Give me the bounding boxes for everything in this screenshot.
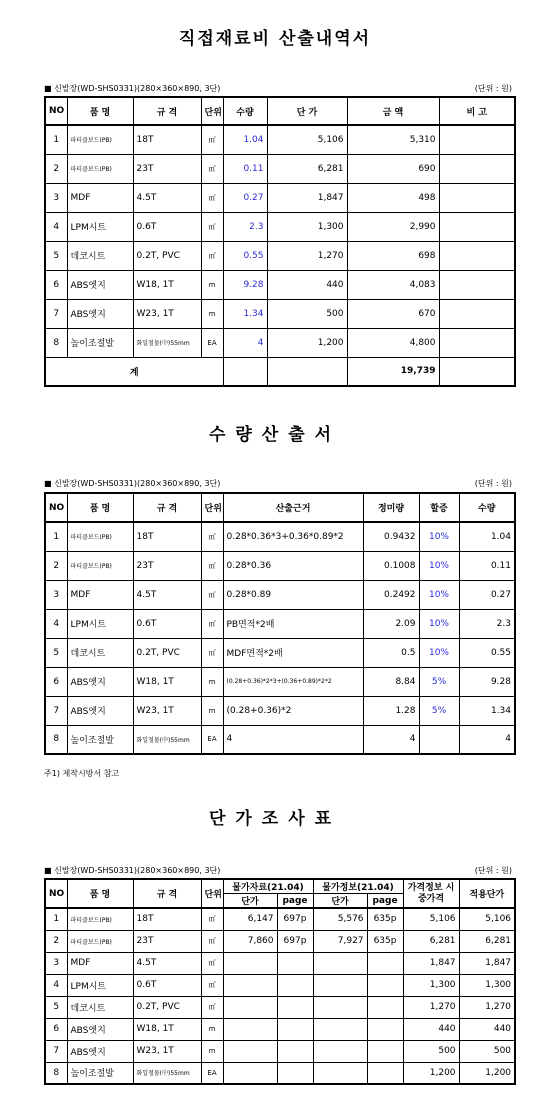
row-price: 6,281 — [267, 154, 347, 183]
row-note — [439, 154, 515, 183]
row-unit: ㎡ — [201, 609, 223, 638]
table-row — [45, 974, 515, 996]
row-applied-price: 1,270 — [459, 996, 515, 1018]
row-spec: 4.5T — [133, 183, 201, 212]
col-amount: 금 액 — [347, 97, 439, 125]
col-extra: 할증 — [419, 493, 459, 522]
material-cost-body — [45, 125, 515, 357]
row-basis: (0.28+0.36)*2 — [223, 696, 363, 725]
row-market-price: 5,106 — [403, 908, 459, 930]
section3-unit: (단위 : 원) — [474, 866, 512, 875]
row-net: 4 — [363, 725, 419, 754]
survey-header-row-1 — [45, 879, 515, 894]
row-applied-price: 6,281 — [459, 930, 515, 952]
row-spec: 18T — [133, 908, 201, 930]
row-qty: 9.28 — [223, 270, 267, 299]
row-net: 0.2492 — [363, 580, 419, 609]
row-amount: 670 — [347, 299, 439, 328]
col-spec: 규 격 — [133, 97, 201, 125]
row-unit: ㎡ — [201, 212, 223, 241]
row-note — [439, 183, 515, 212]
col-price: 단 가 — [267, 97, 347, 125]
col-source-2-page: page — [367, 894, 403, 909]
col-spec: 규 격 — [133, 879, 201, 908]
row-extra: 5% — [419, 667, 459, 696]
row-spec: W23, 1T — [133, 299, 201, 328]
row-no: 2 — [45, 930, 67, 952]
table-row — [45, 667, 515, 696]
row-source-2-page — [367, 974, 403, 996]
row-qty: 0.27 — [459, 580, 515, 609]
row-market-price: 1,270 — [403, 996, 459, 1018]
table-row — [45, 725, 515, 754]
row-no: 6 — [45, 1018, 67, 1040]
row-applied-price: 5,106 — [459, 908, 515, 930]
col-spec: 규 격 — [133, 493, 201, 522]
row-amount: 698 — [347, 241, 439, 270]
row-qty: 1.04 — [459, 522, 515, 551]
table-row — [45, 299, 515, 328]
row-source-1-page — [277, 974, 313, 996]
row-source-1-price — [223, 952, 277, 974]
table-row — [45, 908, 515, 930]
row-name: 높이조절발 — [67, 725, 133, 754]
row-qty: 1.34 — [459, 696, 515, 725]
row-source-2-page: 635p — [367, 908, 403, 930]
table-row — [45, 996, 515, 1018]
section2-unit: (단위 : 원) — [474, 479, 512, 488]
row-unit: ㎡ — [201, 638, 223, 667]
row-name: 높이조절발 — [67, 1062, 133, 1084]
col-no: NO — [45, 879, 67, 908]
row-source-2-price — [313, 1062, 367, 1084]
material-cost-table — [44, 96, 516, 387]
row-net: 0.5 — [363, 638, 419, 667]
table-row — [45, 551, 515, 580]
row-no: 5 — [45, 241, 67, 270]
quantity-calc-body — [45, 522, 515, 754]
col-name: 품 명 — [67, 493, 133, 522]
row-no: 8 — [45, 328, 67, 357]
table-row — [45, 328, 515, 357]
section1-meta — [44, 83, 514, 95]
row-qty: 0.55 — [223, 241, 267, 270]
row-basis: 4 — [223, 725, 363, 754]
row-source-1-price — [223, 996, 277, 1018]
row-applied-price: 1,200 — [459, 1062, 515, 1084]
row-applied-price: 1,847 — [459, 952, 515, 974]
row-net: 1.28 — [363, 696, 419, 725]
col-unit: 단위 — [201, 493, 223, 522]
row-name: 파티클보드(PB) — [67, 908, 133, 930]
row-source-1-page — [277, 996, 313, 1018]
row-unit: ㎡ — [201, 996, 223, 1018]
col-name: 품 명 — [67, 97, 133, 125]
row-spec: W18, 1T — [133, 667, 201, 696]
row-extra: 5% — [419, 696, 459, 725]
col-no: NO — [45, 97, 67, 125]
row-unit: ㎡ — [201, 154, 223, 183]
row-name: MDF — [67, 952, 133, 974]
row-source-2-page — [367, 952, 403, 974]
row-price: 500 — [267, 299, 347, 328]
row-qty: 1.34 — [223, 299, 267, 328]
row-name: ABS엣지 — [67, 696, 133, 725]
row-source-2-price: 7,927 — [313, 930, 367, 952]
table-row — [45, 1018, 515, 1040]
row-qty: 1.04 — [223, 125, 267, 154]
row-extra: 10% — [419, 580, 459, 609]
row-price: 5,106 — [267, 125, 347, 154]
col-no: NO — [45, 493, 67, 522]
row-source-2-price — [313, 974, 367, 996]
section3-meta — [44, 865, 514, 877]
row-source-1-page — [277, 1018, 313, 1040]
col-qty: 수량 — [459, 493, 515, 522]
row-note — [439, 125, 515, 154]
row-spec: 0.6T — [133, 974, 201, 996]
row-source-2-price — [313, 996, 367, 1018]
row-qty: 0.55 — [459, 638, 515, 667]
row-spec: 0.2T, PVC — [133, 241, 201, 270]
row-source-1-price — [223, 974, 277, 996]
row-extra — [419, 725, 459, 754]
row-basis: 0.28*0.36 — [223, 551, 363, 580]
row-spec: 4.5T — [133, 952, 201, 974]
row-unit: ㎡ — [201, 908, 223, 930]
row-unit: m — [201, 1040, 223, 1062]
row-spec: 0.6T — [133, 212, 201, 241]
row-basis: MDF면적*2배 — [223, 638, 363, 667]
quantity-calc-table — [44, 492, 516, 755]
row-qty: 0.11 — [223, 154, 267, 183]
row-price: 1,300 — [267, 212, 347, 241]
row-applied-price: 500 — [459, 1040, 515, 1062]
col-qty: 수량 — [223, 97, 267, 125]
material-cost-total-row — [45, 357, 515, 386]
row-spec: 23T — [133, 551, 201, 580]
table-row — [45, 952, 515, 974]
row-name: LPM시트 — [67, 974, 133, 996]
row-spec: 4.5T — [133, 580, 201, 609]
row-no: 4 — [45, 974, 67, 996]
row-source-2-page — [367, 1018, 403, 1040]
row-name: LPM시트 — [67, 609, 133, 638]
row-name: LPM시트 — [67, 212, 133, 241]
row-note — [439, 241, 515, 270]
row-market-price: 1,847 — [403, 952, 459, 974]
row-no: 7 — [45, 696, 67, 725]
row-spec: 화일철물(中)55mm — [133, 1062, 201, 1084]
row-spec: 0.6T — [133, 609, 201, 638]
row-name: 파티클보드(PB) — [67, 551, 133, 580]
section1-unit: (단위 : 원) — [474, 84, 512, 93]
row-net: 0.1008 — [363, 551, 419, 580]
row-qty: 4 — [459, 725, 515, 754]
row-name: 데코시트 — [67, 996, 133, 1018]
col-unit: 단위 — [201, 97, 223, 125]
row-source-1-price: 6,147 — [223, 908, 277, 930]
row-qty: 9.28 — [459, 667, 515, 696]
row-spec: 0.2T, PVC — [133, 638, 201, 667]
col-source-1-price: 단가 — [223, 894, 277, 909]
col-source-1: 물가자료(21.04) — [223, 879, 313, 894]
row-basis: PB면적*2배 — [223, 609, 363, 638]
row-unit: ㎡ — [201, 241, 223, 270]
row-source-1-page — [277, 952, 313, 974]
row-unit: ㎡ — [201, 125, 223, 154]
col-source-2-price: 단가 — [313, 894, 367, 909]
row-unit: ㎡ — [201, 580, 223, 609]
row-unit: EA — [201, 725, 223, 754]
table-row — [45, 609, 515, 638]
table-row — [45, 270, 515, 299]
row-name: 높이조절발 — [67, 328, 133, 357]
row-applied-price: 1,300 — [459, 974, 515, 996]
table-row — [45, 522, 515, 551]
row-name: 파티클보드(PB) — [67, 125, 133, 154]
section1-title: 직접재료비 산출내역서 — [178, 29, 372, 49]
row-no: 3 — [45, 183, 67, 212]
row-name: 파티클보드(PB) — [67, 154, 133, 183]
row-no: 1 — [45, 522, 67, 551]
row-unit: ㎡ — [201, 930, 223, 952]
row-unit: ㎡ — [201, 522, 223, 551]
row-spec: W23, 1T — [133, 696, 201, 725]
col-name: 품 명 — [67, 879, 133, 908]
row-market-price: 1,200 — [403, 1062, 459, 1084]
col-note: 비 고 — [439, 97, 515, 125]
row-net: 8.84 — [363, 667, 419, 696]
col-applied-price: 적용단가 — [459, 879, 515, 908]
row-unit: ㎡ — [201, 551, 223, 580]
row-source-1-price: 7,860 — [223, 930, 277, 952]
row-market-price: 1,300 — [403, 974, 459, 996]
section1-product: ■ 신발장(WD-SHS0331)(280×360×890, 3단) — [44, 84, 221, 93]
quantity-calc-header — [45, 493, 515, 522]
row-qty: 0.27 — [223, 183, 267, 212]
row-source-2-page — [367, 1040, 403, 1062]
row-spec: 23T — [133, 154, 201, 183]
row-no: 1 — [45, 908, 67, 930]
row-note — [439, 299, 515, 328]
row-spec: W18, 1T — [133, 270, 201, 299]
row-net: 0.9432 — [363, 522, 419, 551]
row-source-1-page — [277, 1040, 313, 1062]
row-unit: EA — [201, 1062, 223, 1084]
row-name: ABS엣지 — [67, 667, 133, 696]
table-row — [45, 1040, 515, 1062]
row-unit: m — [201, 1018, 223, 1040]
row-no: 8 — [45, 1062, 67, 1084]
row-unit: ㎡ — [201, 183, 223, 212]
row-qty: 0.11 — [459, 551, 515, 580]
row-price: 1,200 — [267, 328, 347, 357]
row-name: 파티클보드(PB) — [67, 930, 133, 952]
row-source-1-page — [277, 1062, 313, 1084]
row-no: 6 — [45, 667, 67, 696]
unit-price-survey-table — [44, 878, 516, 1085]
row-spec: 18T — [133, 522, 201, 551]
row-spec: W18, 1T — [133, 1018, 201, 1040]
table-row — [45, 241, 515, 270]
row-applied-price: 440 — [459, 1018, 515, 1040]
unit-price-survey-body — [45, 908, 515, 1084]
row-unit: m — [201, 270, 223, 299]
row-source-1-price — [223, 1018, 277, 1040]
row-no: 6 — [45, 270, 67, 299]
table-row — [45, 183, 515, 212]
section3-product: ■ 신발장(WD-SHS0331)(280×360×890, 3단) — [44, 866, 221, 875]
row-price: 1,270 — [267, 241, 347, 270]
row-source-2-price: 5,576 — [313, 908, 367, 930]
row-market-price: 6,281 — [403, 930, 459, 952]
col-basis: 산출근거 — [223, 493, 363, 522]
row-basis: 0.28*0.89 — [223, 580, 363, 609]
row-market-price: 500 — [403, 1040, 459, 1062]
row-qty: 2.3 — [223, 212, 267, 241]
row-no: 7 — [45, 1040, 67, 1062]
section2-title: 수량산출서 — [208, 425, 342, 445]
row-name: ABS엣지 — [67, 1040, 133, 1062]
row-no: 5 — [45, 996, 67, 1018]
row-name: ABS엣지 — [67, 270, 133, 299]
row-extra: 10% — [419, 551, 459, 580]
row-source-2-price — [313, 1018, 367, 1040]
row-unit: m — [201, 299, 223, 328]
row-spec: 18T — [133, 125, 201, 154]
row-name: ABS엣지 — [67, 299, 133, 328]
col-unit: 단위 — [201, 879, 223, 908]
row-name: 파티클보드(PB) — [67, 522, 133, 551]
row-unit: m — [201, 696, 223, 725]
material-cost-header — [45, 97, 515, 125]
row-no: 4 — [45, 212, 67, 241]
row-no: 3 — [45, 580, 67, 609]
row-amount: 2,990 — [347, 212, 439, 241]
section2-meta — [44, 478, 514, 490]
row-basis: (0.28+0.36)*2*3+(0.36+0.89)*2*2 — [223, 667, 363, 696]
col-net: 정미량 — [363, 493, 419, 522]
total-amount: 19,739 — [347, 357, 439, 386]
table-row — [45, 125, 515, 154]
row-extra: 10% — [419, 522, 459, 551]
table-row — [45, 638, 515, 667]
row-extra: 10% — [419, 638, 459, 667]
row-unit: ㎡ — [201, 974, 223, 996]
table-row — [45, 1062, 515, 1084]
row-source-2-price — [313, 952, 367, 974]
row-amount: 5,310 — [347, 125, 439, 154]
row-source-2-page — [367, 1062, 403, 1084]
total-label: 계 — [45, 357, 223, 386]
row-spec: 23T — [133, 930, 201, 952]
row-amount: 4,800 — [347, 328, 439, 357]
row-no: 4 — [45, 609, 67, 638]
row-amount: 690 — [347, 154, 439, 183]
table-row — [45, 154, 515, 183]
row-unit: EA — [201, 328, 223, 357]
row-source-1-page: 697p — [277, 908, 313, 930]
row-price: 1,847 — [267, 183, 347, 212]
row-net: 2.09 — [363, 609, 419, 638]
row-no: 3 — [45, 952, 67, 974]
row-spec: 화일철물(中)55mm — [133, 328, 201, 357]
row-extra: 10% — [419, 609, 459, 638]
row-name: MDF — [67, 580, 133, 609]
row-price: 440 — [267, 270, 347, 299]
row-spec: W23, 1T — [133, 1040, 201, 1062]
row-name: MDF — [67, 183, 133, 212]
row-source-2-price — [313, 1040, 367, 1062]
row-source-2-page: 635p — [367, 930, 403, 952]
table-row — [45, 930, 515, 952]
footnote: 주1) 제작시방서 참고 — [44, 769, 120, 778]
row-name: 데코시트 — [67, 241, 133, 270]
row-market-price: 440 — [403, 1018, 459, 1040]
row-amount: 498 — [347, 183, 439, 212]
row-qty: 2.3 — [459, 609, 515, 638]
row-name: 데코시트 — [67, 638, 133, 667]
row-source-1-price — [223, 1062, 277, 1084]
col-source-1-page: page — [277, 894, 313, 909]
row-qty: 4 — [223, 328, 267, 357]
row-name: ABS엣지 — [67, 1018, 133, 1040]
row-unit: ㎡ — [201, 952, 223, 974]
row-unit: m — [201, 667, 223, 696]
col-market-price: 가격정보 시중가격 — [403, 879, 459, 908]
row-no: 5 — [45, 638, 67, 667]
row-note — [439, 270, 515, 299]
row-no: 1 — [45, 125, 67, 154]
row-source-1-price — [223, 1040, 277, 1062]
section3-title: 단가조사표 — [208, 809, 342, 829]
col-source-2: 물가정보(21.04) — [313, 879, 403, 894]
table-row — [45, 696, 515, 725]
row-source-1-page: 697p — [277, 930, 313, 952]
row-no: 8 — [45, 725, 67, 754]
row-note — [439, 212, 515, 241]
row-source-2-page — [367, 996, 403, 1018]
row-no: 7 — [45, 299, 67, 328]
row-basis: 0.28*0.36*3+0.36*0.89*2 — [223, 522, 363, 551]
row-spec: 화일철물(中)55mm — [133, 725, 201, 754]
table-row — [45, 212, 515, 241]
row-no: 2 — [45, 154, 67, 183]
row-amount: 4,083 — [347, 270, 439, 299]
table-row — [45, 580, 515, 609]
row-spec: 0.2T, PVC — [133, 996, 201, 1018]
row-note — [439, 328, 515, 357]
section2-product: ■ 신발장(WD-SHS0331)(280×360×890, 3단) — [44, 479, 221, 488]
row-no: 2 — [45, 551, 67, 580]
